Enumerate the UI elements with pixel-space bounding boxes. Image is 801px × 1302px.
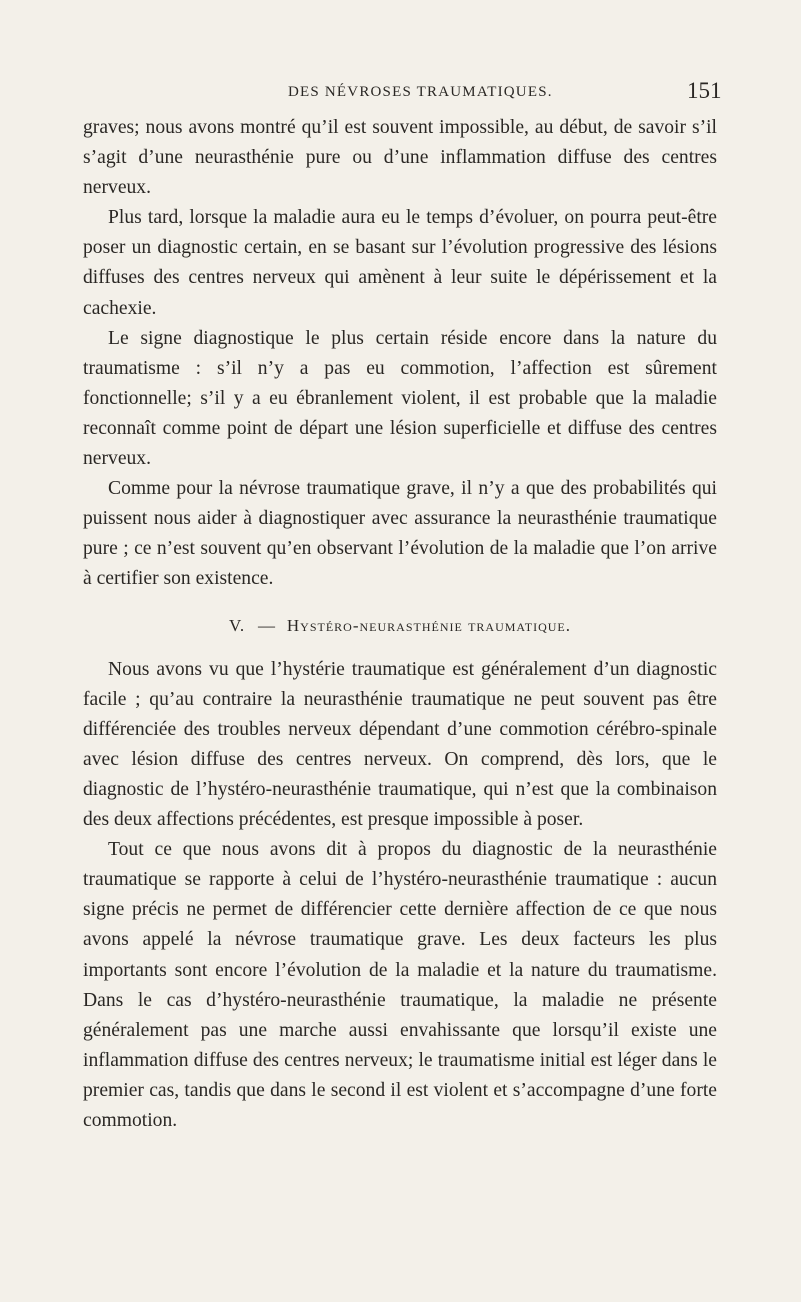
section-title: Hystéro-neurasthénie traumatique. [286,615,571,635]
paragraph: Tout ce que nous avons dit à propos du diagnostic de la neurasthénie traumatique se rapporte à celui de l’hystéro-neurasthénie traumatique : aucun signe précis ne permet de différencier cette dernière affection de ce que nous avons appelé la névrose traumatique grave. Les deux facteurs les plus importants sont encore l’évolution de la maladie et la nature du traumatisme. Dans le cas d’hystéro-neurasthénie traumatique, la maladie ne présente généralement pas une marche aussi envahissante que lorsqu’il existe une inflammation diffuse des centres nerveux; le traumatisme initial est léger dans le premier cas, tandis que dans le second il est violent et s’accompagne d’une forte commotion. [83,839,717,1131]
section-number: V. [229,615,245,635]
paragraph: Nous avons vu que l’hystérie traumatique est généralement d’un diagnostic facile ; qu’au contraire la neurasthénie traumatique ne peut souvent pas être différenciée des troubles nerveux dépendant d’une commotion cérébro-spinale avec lésion diffuse des centres nerveux. On comprend, dès lors, que le diagnostic de l’hystéro-neurasthénie traumatique, qui n’est que la combinaison des deux affections précédentes, est presque impossible à poser. [83,658,717,831]
body-text [83,113,717,1136]
paragraph: Le signe diagnostique le plus certain réside encore dans la nature du traumatisme : s’il n’y a pas eu commotion, l’affection est sûrement fonctionnelle; s’il y a eu ébranlement violent, il est probable que la maladie reconnaît comme point de départ une lésion superficielle et diffuse des centres nerveux. [83,327,717,470]
section-dash: — [258,615,276,635]
page-number: 151 [687,78,722,103]
section-heading [83,611,717,641]
paragraph: Comme pour la névrose traumatique grave, il n’y a que des probabilités qui puissent nous aider à diagnostiquer avec assurance la neurasthénie traumatique pure ; ce n’est souvent qu’en observant l’évolution de la maladie que l’on arrive à certifier son existence. [83,478,717,590]
running-head [0,78,801,108]
running-title: DES NÉVROSES TRAUMATIQUES. [288,84,553,100]
paragraph: graves; nous avons montré qu’il est souvent impossible, au début, de savoir s’il s’agit d’une neurasthénie pure ou d’une inflammation diffuse des centres nerveux. [83,117,717,199]
paragraph: Plus tard, lorsque la maladie aura eu le temps d’évoluer, on pourra peut-être poser un diagnostic certain, en se basant sur l’évolution progressive des lésions diffuses des centres nerveux qui amènent à leur suite le dépérissement et la cachexie. [83,207,717,319]
